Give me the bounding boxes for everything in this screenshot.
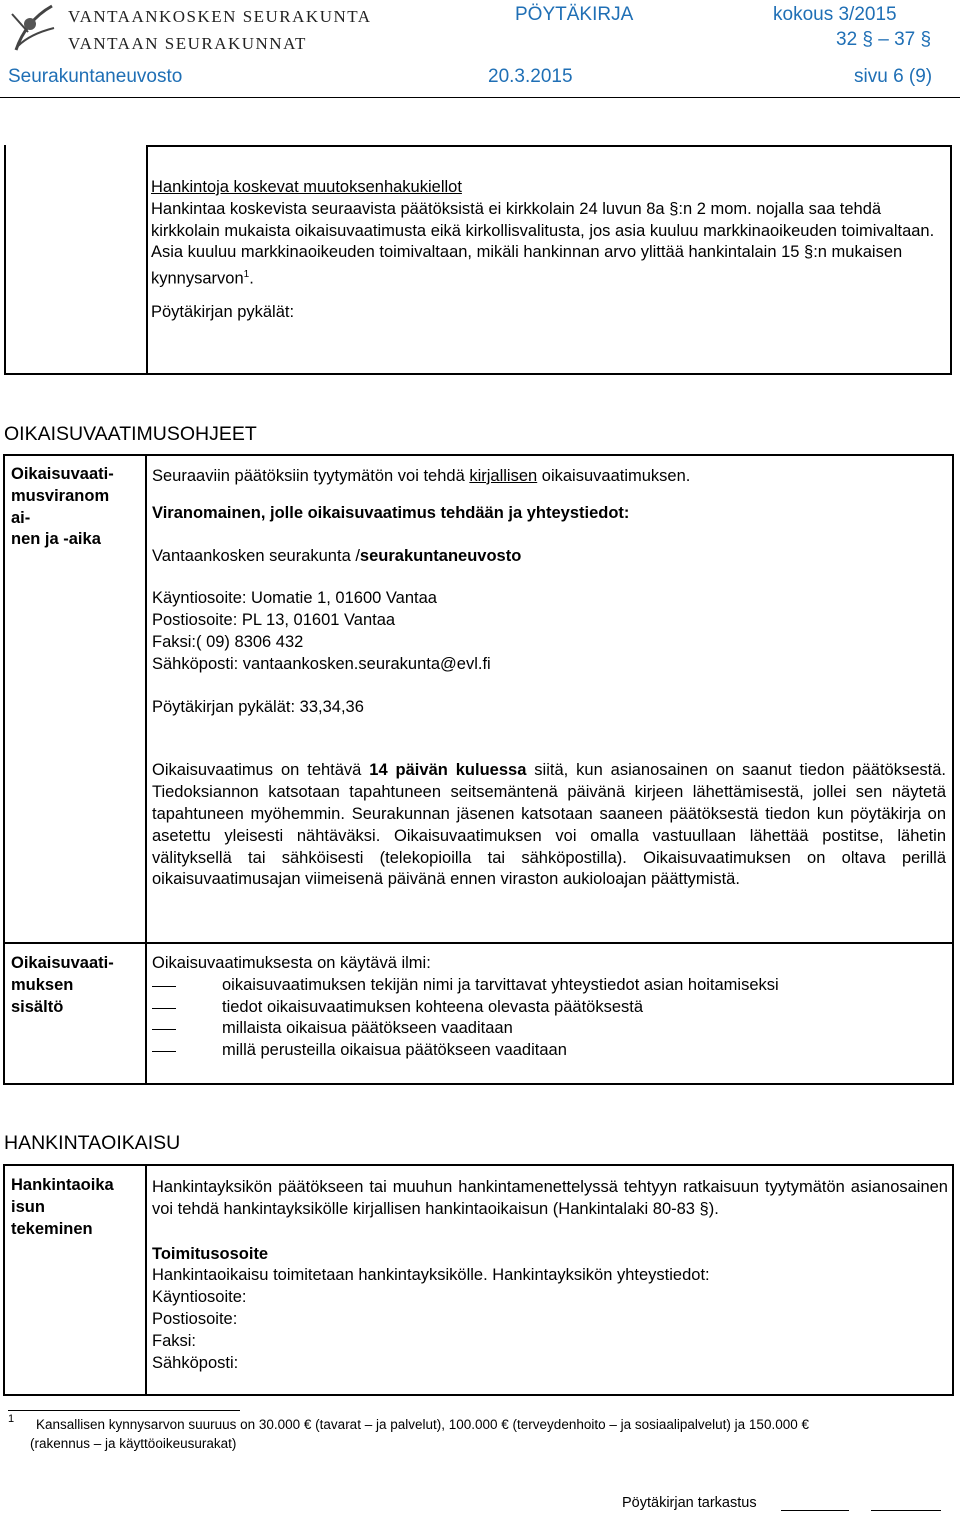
page-number: sivu 6 (9)	[854, 66, 933, 87]
organization-group: VANTAAN SEURAKUNNAT	[68, 34, 307, 53]
procurement-paragraph	[151, 199, 946, 291]
list-item: millä perusteilla oikaisua päätökseen vaaditaan	[152, 1040, 946, 1062]
appeal-label: Hankintaoika isun tekeminen	[11, 1176, 114, 1238]
procurement-heading: Hankintoja koskevat muutoksenhakukiellot	[151, 178, 462, 196]
delivery-text: Hankintaoikaisu toimitetaan hankintayksikölle. Hankintayksikön yhteystiedot:	[152, 1266, 710, 1285]
procurement-content	[151, 177, 946, 324]
parish-logo	[8, 2, 58, 54]
meeting-date: 20.3.2015	[488, 66, 573, 87]
authority-name: Vantaankosken seurakunta /seurakuntaneuvosto	[152, 546, 522, 565]
section-range: 32 § – 37 §	[836, 29, 932, 50]
governing-body: Seurakuntaneuvosto	[8, 66, 183, 87]
authority-label: Oikaisuvaati- musviranom ai- nen ja -aika	[11, 465, 114, 549]
footnote-rule	[8, 1410, 240, 1411]
document-type: PÖYTÄKIRJA	[515, 4, 634, 25]
appeal-visit-address: Käyntiosoite:	[152, 1288, 247, 1307]
procurement-period: .	[249, 269, 254, 288]
visit-address: Käyntiosoite: Uomatie 1, 01600 Vantaa	[152, 589, 437, 608]
requirements-list	[152, 975, 946, 1062]
procurement-appeal-title: HANKINTAOIKAISU	[4, 1132, 181, 1154]
header-rule	[0, 97, 960, 98]
footnote-line-1: Kansallisen kynnysarvon suuruus on 30.000 € (tavarat – ja palvelut), 100.000 € (terveydenhoito – ja sosiaalipalvelut) ja 150.000 €	[36, 1417, 809, 1432]
authority-heading: Viranomainen, jolle oikaisuvaatimus tehdään ja yhteystiedot:	[152, 503, 630, 522]
appeal-postal-address: Postiosoite:	[152, 1309, 238, 1328]
content-label: Oikaisuvaati- muksen sisältö	[11, 954, 114, 1016]
initials-line-2[interactable]	[871, 1510, 941, 1511]
organization-name: VANTAANKOSKEN SEURAKUNTA	[68, 7, 372, 26]
appeal-content	[152, 1177, 948, 1374]
procurement-minutes-sections: Pöytäkirjan pykälät:	[151, 303, 295, 322]
list-item: tiedot oikaisuvaatimuksen kohteena olevasta päätöksestä	[152, 997, 946, 1019]
table-divider	[145, 456, 147, 1083]
postal-address: Postiosoite: PL 13, 01601 Vantaa	[152, 611, 396, 630]
appeal-fax: Faksi:	[152, 1331, 197, 1350]
list-item: millaista oikaisua päätökseen vaaditaan	[152, 1018, 946, 1040]
procurement-appeal-table	[3, 1164, 954, 1396]
footnote-number: 1	[8, 1413, 15, 1425]
content-intro: Oikaisuvaatimuksesta on käytävä ilmi:	[152, 954, 431, 972]
procurement-text: Hankintaa koskevista seuraavista päätöksistä ei kirkkolain 24 luvun 8a §:n 2 mom. nojalla saa tehdä kirkkolain mukaista oikaisuvaatimusta eikä kirkollisvalitusta, jos asia kuuluu markkinaoikeuden toimivaltaan. Asia kuuluu markkinaoikeuden toimivaltaan, mikäli hankinnan arvo ylittää hankintalain 15 §:n mukaisen kynnysarvon	[151, 199, 935, 288]
minutes-check-label: Pöytäkirjan tarkastus	[622, 1495, 757, 1511]
procurement-box	[4, 145, 952, 375]
appeal-email: Sähköposti:	[152, 1353, 239, 1372]
authority-content	[152, 466, 946, 891]
table-divider	[145, 1166, 147, 1394]
rectification-table	[3, 454, 954, 1085]
list-item: oikaisuvaatimuksen tekijän nimi ja tarvittavat yhteystiedot asian hoitamiseksi	[152, 975, 946, 997]
delivery-heading: Toimitusosoite	[152, 1244, 269, 1263]
footnote-line-2: (rakennus – ja käyttöoikeusurakat)	[30, 1436, 237, 1451]
fax-number: Faksi:( 09) 8306 432	[152, 632, 304, 651]
meeting-number: kokous 3/2015	[773, 4, 897, 25]
deadline-paragraph: Oikaisuvaatimus on tehtävä 14 päivän kuluessa siitä, kun asianosainen on saanut tiedon päätöksestä. Tiedoksiannon katsotaan tapahtuneen seitsemäntenä päivänä kirjeen lähettämisestä, jollei sen näytetä tapahtuneen myöhemmin. Seurakunnan jäsenen katsotaan saaneen päätöksestä tiedon kun pöytäkirja on asetettu yleisesti nähtäväksi. Oikaisuvaatimuksen voi omalla vastuullaan lähettää postitse, lähetin välityksellä tai sähköisesti (telekopioilla tai sähköpostilla). Oikaisuvaatimuksen on oltava perillä oikaisuvaatimusajan viimeisenä päivänä ennen viraston aukioloajan päättymistä.	[152, 761, 946, 889]
footnote-ref[interactable]: 1	[243, 269, 250, 281]
appeal-paragraph: Hankintayksikön päätökseen tai muuhun hankintamenettelyssä tehtyyn ratkaisuun tyytymätön asianosainen voi tehdä hankintayksikölle kirjallisen hankintaoikaisun (Hankintalaki 80-83 §).	[152, 1178, 948, 1218]
rectification-title: OIKAISUVAATIMUSOHJEET	[4, 423, 257, 445]
row-separator	[5, 942, 952, 944]
initials-line-1[interactable]	[781, 1510, 849, 1511]
content-requirements	[152, 953, 946, 1062]
box-left-border	[4, 145, 6, 375]
email-address[interactable]: Sähköposti: vantaankosken.seurakunta@evl.fi	[152, 654, 491, 673]
minutes-sections: Pöytäkirjan pykälät: 33,34,36	[152, 697, 364, 716]
rectification-intro: Seuraaviin päätöksiin tyytymätön voi tehdä kirjallisen oikaisuvaatimuksen.	[152, 467, 691, 485]
